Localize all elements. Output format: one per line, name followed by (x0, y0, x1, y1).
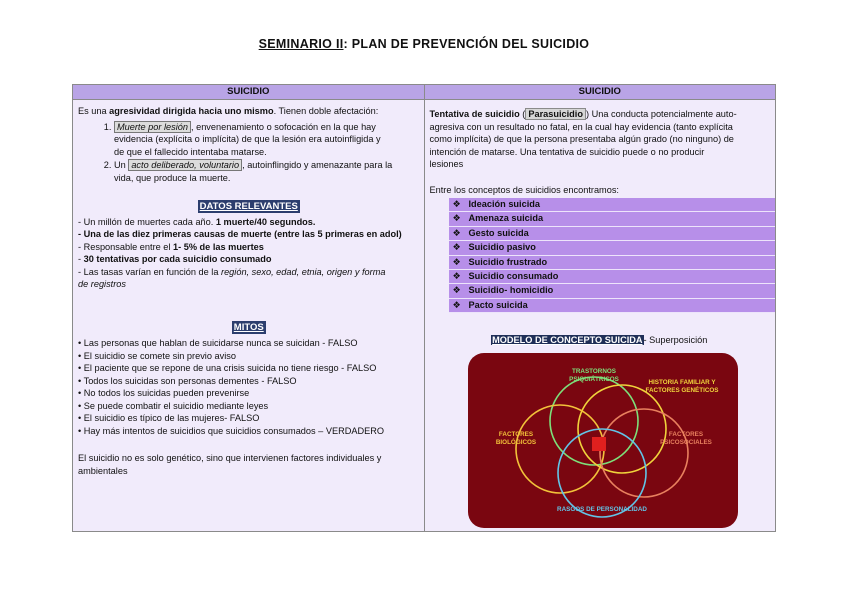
concept-item (449, 212, 776, 226)
dato-3 (78, 241, 420, 254)
label-psicosociales-line-2: PSICOSOCIALES (659, 438, 712, 446)
mito-item: • Las personas que hablan de suicidarse nunca se suicidan - FALSO (78, 338, 358, 348)
type-item-2 (114, 159, 420, 184)
concept-item (449, 241, 776, 255)
dato-2 (78, 228, 420, 241)
type-2-pre: Un (114, 160, 129, 170)
tentativa-paren-close: ) (585, 109, 590, 119)
mito-item: • No todos los suicidas pueden prevenirse (78, 388, 250, 398)
concepts-intro: Entre los conceptos de suicidios encontramos: (429, 184, 619, 195)
diamond-bullet-icon: ❖ (452, 213, 461, 224)
concept-label: Suicidio consumado (468, 270, 559, 281)
concept-item (449, 299, 776, 313)
label-personalidad: RASGOS DE PERSONALIDAD (556, 505, 647, 513)
label-trastornos-line-2: PSIQUIÁTRICOS (568, 375, 619, 383)
mito-item: • El suicidio es típico de las mujeres- FALSO (78, 413, 260, 423)
mitos-header-label: MITOS (233, 321, 264, 333)
diamond-bullet-icon: ❖ (452, 299, 461, 310)
mitos-list (78, 337, 420, 437)
mito-item: • El paciente que se repone de una crisis suicida no tiene riesgo - FALSO (78, 363, 377, 373)
dato-5-italic-cont: de registros (78, 279, 127, 289)
tentativa-paren-open: ( (519, 109, 526, 119)
diamond-bullet-icon: ❖ (452, 256, 461, 267)
concept-item (449, 284, 776, 298)
mitos-header (78, 321, 420, 335)
concept-label: Suicidio pasivo (468, 242, 536, 253)
label-trastornos-line-1: TRASTORNOS (571, 367, 616, 375)
tentativa-line-3: como implícita) de que la persona presentaba algún grado (no ninguno) de (429, 134, 734, 144)
right-cell (424, 100, 776, 532)
tentativa-line-2: agresiva con un resultado no fatal, en la cual hay evidencia (tanto explícita (429, 121, 733, 132)
concept-label: Suicidio frustrado (468, 256, 548, 267)
diamond-bullet-icon: ❖ (452, 285, 461, 296)
dato-3-bold: 1- 5% de las muertes (173, 241, 264, 252)
type-2-line-2: vida, que produce la muerte. (114, 172, 231, 183)
column-header-right: SUICIDIO (424, 85, 776, 100)
tentativa-line-1 (430, 108, 770, 121)
concept-label: Amenaza suicida (468, 213, 544, 224)
type-1-line-2: evidencia (explícita o implícita) de que la lesión era autoinfligida y (114, 134, 381, 144)
concept-label: Pacto suicida (468, 299, 528, 310)
datos-header (78, 200, 420, 214)
dato-4-text: - (78, 254, 84, 264)
type-1-term: Muerte por lesión (114, 121, 191, 133)
diamond-bullet-icon: ❖ (452, 199, 461, 209)
concept-label: Ideación suicida (468, 199, 540, 209)
type-1-line-1: , envenenamiento o sofocación en la que hay (190, 121, 376, 132)
dato-5 (78, 266, 420, 279)
left-cell (73, 100, 425, 532)
modelo-label: MODELO DE CONCEPTO SUICIDA (492, 335, 643, 346)
concept-item (449, 256, 776, 270)
intro-bold: agresividad dirigida hacia uno mismo (109, 106, 274, 116)
concept-item (449, 270, 776, 284)
tentativa-line-5: lesiones (429, 159, 464, 169)
dato-2-bold: - Una de las diez primeras causas de muerte (entre las 5 primeras en adol) (78, 229, 402, 239)
dato-3-text: - Responsable entre el (78, 241, 173, 252)
mito-item: • Se puede combatir el suicidio mediante leyes (78, 400, 269, 411)
label-historia (645, 379, 718, 394)
dato-4-bold: 30 tentativas por cada suicidio consumado (83, 254, 272, 264)
diamond-bullet-icon: ❖ (452, 227, 461, 238)
tentativa-paragraph (430, 108, 770, 171)
dato-1-bold: 1 muerte/40 segundos. (215, 216, 316, 227)
closing-line-2: ambientales (78, 465, 128, 476)
label-historia-line-1: HISTORIA FAMILIAR Y (647, 378, 716, 386)
tentativa-rest: Una conducta potencialmente auto- (589, 109, 737, 119)
concept-item (449, 227, 776, 241)
label-biologicos-line-1: FACTORES (498, 430, 533, 438)
overlap-venn-diagram (468, 353, 738, 528)
label-psicosociales-line-1: FACTORES (668, 430, 703, 438)
dato-5-cont (78, 278, 420, 291)
modelo-rest: - Superposición (643, 335, 708, 346)
concepts-list (449, 198, 776, 313)
tentativa-term: Tentativa de suicidio (429, 109, 520, 119)
dato-5-italic: región, sexo, edad, etnia, origen y forma (221, 266, 386, 277)
modelo-caption (430, 334, 770, 347)
dato-1-text: - Un millón de muertes cada año. (78, 216, 216, 227)
concept-item (449, 198, 776, 212)
diamond-bullet-icon: ❖ (452, 270, 461, 281)
intro-text (78, 105, 420, 118)
dato-4 (78, 253, 420, 266)
label-biologicos (495, 431, 535, 446)
page-title (0, 37, 848, 51)
title-rest: : PLAN DE PREVENCIÓN DEL SUICIDIO (343, 37, 590, 51)
parasuicidio-term: Parasuicidio (525, 108, 586, 120)
closing-text (78, 452, 420, 477)
center-overlap-square (592, 437, 606, 451)
closing-line-1: El suicidio no es solo genético, sino que intervienen factores individuales y (78, 453, 382, 463)
diamond-bullet-icon: ❖ (452, 242, 461, 253)
mito-item: • El suicidio se comete sin previo aviso (78, 350, 236, 361)
label-historia-line-2: FACTORES GENÉTICOS (644, 386, 719, 394)
label-biologicos-line-2: BIOLÓGICOS (495, 438, 536, 446)
concept-label: Gesto suicida (468, 227, 529, 238)
tentativa-line-4: intención de matarse. Una tentativa de suicidio puede o no producir (429, 146, 705, 157)
mito-item: • Hay más intentos de suicidios que suicidios consumados – VERDADERO (78, 425, 385, 436)
types-list (78, 121, 420, 185)
column-header-left: SUICIDIO (73, 85, 425, 100)
intro-before: Es una (78, 106, 110, 116)
dato-5-text: - Las tasas varían en función de la (78, 266, 222, 277)
label-trastornos (569, 368, 619, 383)
title-underlined: SEMINARIO II (258, 37, 344, 51)
type-1-line-3: de que el fallecido intentaba matarse. (114, 146, 267, 157)
dato-1 (78, 216, 420, 229)
mito-item: • Todos los suicidas son personas dementes - FALSO (78, 375, 297, 386)
type-item-1 (114, 121, 420, 159)
content-table (72, 84, 776, 532)
datos-header-label: DATOS RELEVANTES (199, 201, 298, 212)
type-2-line-1: , autoinflingido y amenazante para la (242, 160, 393, 170)
intro-after: . Tienen doble afectación: (273, 106, 379, 116)
concept-label: Suicidio- homicidio (468, 285, 554, 296)
type-2-term: acto deliberado, voluntario (128, 159, 242, 171)
